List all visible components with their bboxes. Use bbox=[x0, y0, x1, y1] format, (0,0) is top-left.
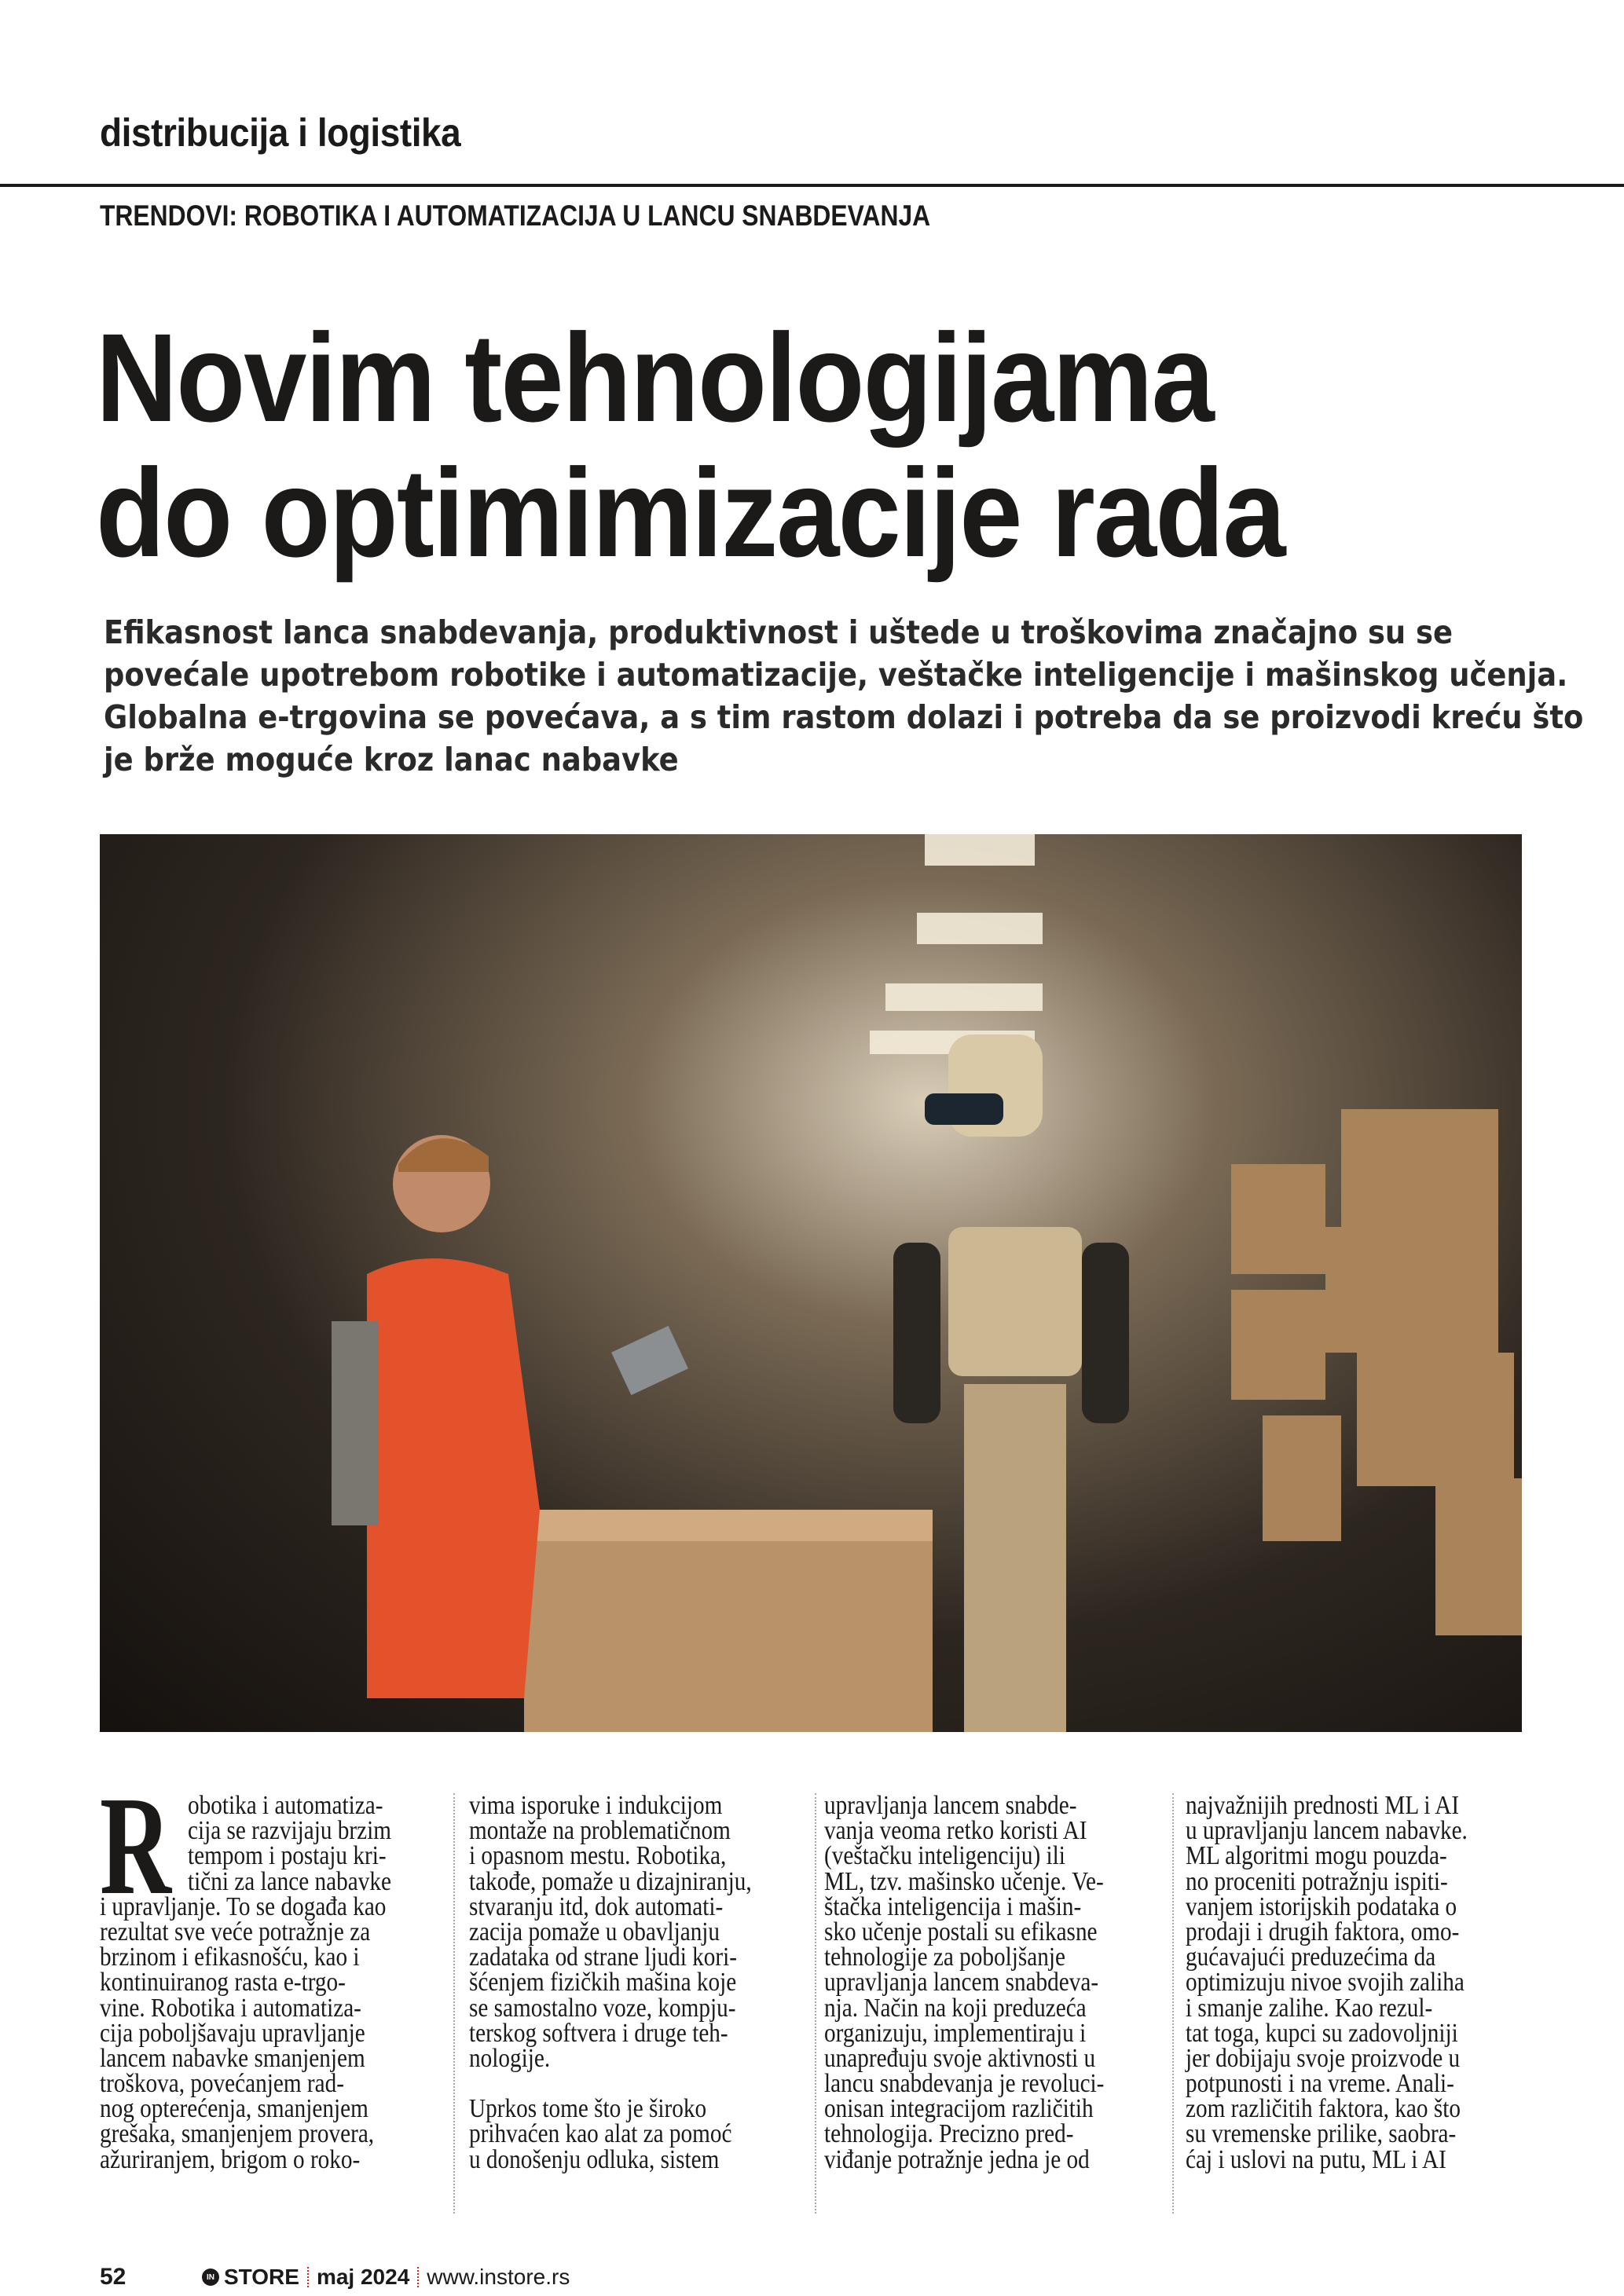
body-line: upravljanja lancem snabde- bbox=[824, 1791, 1077, 1820]
body-line: i smanje zalihe. Kao rezul- bbox=[1186, 1993, 1433, 2023]
body-line: tehnologija. Precizno pred- bbox=[824, 2119, 1074, 2149]
body-line: kontinuiranog rasta e-trgo- bbox=[100, 1968, 346, 1998]
website-link[interactable]: www.instore.rs bbox=[427, 2265, 570, 2289]
kicker: TRENDOVI: ROBOTIKA I AUTOMATIZACIJA U LANCU SNABDEVANJA bbox=[100, 200, 931, 232]
body-line: najvažnijih prednosti ML i AI bbox=[1186, 1791, 1460, 1820]
headline-line: do optimimizacije rada bbox=[96, 442, 1285, 583]
body-line: i opasnom mestu. Robotika, bbox=[469, 1841, 727, 1871]
body-line: tat toga, kupci su zadovoljniji bbox=[1186, 2018, 1458, 2048]
page-number: 52 bbox=[100, 2264, 126, 2290]
body-line: prihvaćen kao alat za pomoć bbox=[469, 2119, 732, 2149]
body-line: stvaranju itd, dok automati- bbox=[469, 1891, 724, 1921]
body-line: nog opterećenja, smanjenjem bbox=[100, 2094, 368, 2124]
body-line: grešaka, smanjenjem provera, bbox=[100, 2119, 375, 2149]
body-line: u donošenju odluka, sistem bbox=[469, 2144, 720, 2174]
body-line: prodaji i drugih faktora, omo- bbox=[1186, 1917, 1460, 1946]
body-line: nologije. bbox=[469, 2043, 551, 2073]
body-line: i upravljanje. To se događa kao bbox=[100, 1891, 387, 1921]
body-column-1 bbox=[100, 1793, 438, 2173]
article-photo-robot-warehouse bbox=[100, 834, 1522, 1732]
body-line: optimizuju nivoe svojih zaliha bbox=[1186, 1968, 1465, 1998]
body-line: obotika i automatiza- bbox=[188, 1791, 383, 1820]
body-column-2 bbox=[469, 1793, 807, 2173]
body-line: potpunosti i na vreme. Anali- bbox=[1186, 2069, 1454, 2099]
body-line: u upravljanju lancem nabavke. bbox=[1186, 1816, 1468, 1846]
body-line: zadataka od strane ljudi kori- bbox=[469, 1943, 738, 1972]
body-line: gućavajući preduzećima da bbox=[1186, 1943, 1436, 1972]
body-line: tični za lance nabavke bbox=[188, 1866, 391, 1896]
body-line: ML, tzv. mašinsko učenje. Ve- bbox=[824, 1866, 1104, 1896]
body-line: vanjem istorijskih podataka o bbox=[1186, 1891, 1457, 1921]
body-line: sko učenje postali su efikasne bbox=[824, 1917, 1098, 1946]
headline bbox=[96, 307, 1285, 583]
page-footer bbox=[100, 2264, 570, 2291]
body-line: vine. Robotika i automatiza- bbox=[100, 1993, 361, 2023]
footer-divider bbox=[307, 2267, 309, 2287]
lead-line: Globalna e-trgovina se povećava, a s tim rastom dolazi i potreba da se proizvodi kreću što bbox=[104, 698, 1584, 736]
body-line: se samostalno voze, kompju- bbox=[469, 1993, 736, 2023]
body-line: zacija pomaže u obavljanju bbox=[469, 1917, 720, 1946]
lead-paragraph bbox=[104, 611, 1584, 781]
body-line: (veštačku inteligenciju) ili bbox=[824, 1841, 1065, 1871]
body-column-4 bbox=[1186, 1793, 1523, 2173]
column-divider bbox=[815, 1793, 816, 2214]
body-line: štačka inteligencija i mašin- bbox=[824, 1891, 1082, 1921]
body-line: nja. Način na koji preduzeća bbox=[824, 1993, 1087, 2023]
body-line: su vremenske prilike, saobra- bbox=[1186, 2119, 1457, 2149]
body-line: ćaj i uslovi na putu, ML i AI bbox=[1186, 2144, 1446, 2174]
body-line: troškova, povećanjem rad- bbox=[100, 2069, 344, 2099]
body-line: vima isporuke i indukcijom bbox=[469, 1791, 723, 1820]
body-line: organizuju, implementiraju i bbox=[824, 2018, 1087, 2048]
body-line: takođe, pomaže u dizajniranju, bbox=[469, 1866, 752, 1896]
lead-line: povećale upotrebom robotike i automatizacije, veštačke inteligencije i mašinskog učenja. bbox=[104, 656, 1568, 694]
body-line: no proceniti potražnju ispiti- bbox=[1186, 1866, 1448, 1896]
body-line: cija poboljšavaju upravljanje bbox=[100, 2018, 365, 2048]
body-line: unapređuju svoje aktivnosti u bbox=[824, 2043, 1096, 2073]
instore-logo-icon: IN bbox=[202, 2269, 219, 2286]
body-line: zom različitih faktora, kao što bbox=[1186, 2094, 1461, 2124]
body-line: rezultat sve veće potražnje za bbox=[100, 1917, 371, 1946]
body-line: šćenjem fizičkih mašina koje bbox=[469, 1968, 737, 1998]
body-line: terskog softvera i druge teh- bbox=[469, 2018, 728, 2048]
body-line: onisan integracijom različitih bbox=[824, 2094, 1094, 2124]
body-line: cija se razvijaju brzim bbox=[188, 1816, 391, 1846]
section-label: distribucija i logistika bbox=[100, 111, 461, 155]
body-line: lancu snabdevanja je revoluci- bbox=[824, 2069, 1105, 2099]
body-line: tempom i postaju kri- bbox=[188, 1841, 387, 1871]
body-column-3 bbox=[824, 1793, 1162, 2173]
body-line bbox=[469, 2071, 760, 2096]
body-line: ažuriranjem, brigom o roko- bbox=[100, 2144, 361, 2174]
body-line: vanja veoma retko koristi AI bbox=[824, 1816, 1087, 1846]
body-line: upravljanja lancem snabdeva- bbox=[824, 1968, 1099, 1998]
drop-cap: R bbox=[100, 1767, 171, 1924]
body-line: Uprkos tome što je široko bbox=[469, 2094, 707, 2124]
article-body bbox=[100, 1767, 1523, 2217]
headline-line: Novim tehnologijama bbox=[96, 307, 1213, 448]
lead-line: je brže moguće kroz lanac nabavke bbox=[104, 741, 679, 778]
body-line: montaže na problematičnom bbox=[469, 1816, 731, 1846]
body-line: jer dobijaju svoje proizvode u bbox=[1186, 2043, 1461, 2073]
body-line: brzinom i efikasnošću, kao i bbox=[100, 1943, 360, 1972]
column-divider bbox=[1172, 1793, 1174, 2214]
column-divider bbox=[453, 1793, 455, 2214]
body-line: tehnologije za poboljšanje bbox=[824, 1943, 1065, 1972]
body-line: viđanje potražnje jedna je od bbox=[824, 2144, 1090, 2174]
body-line: lancem nabavke smanjenjem bbox=[100, 2043, 365, 2073]
issue-date: maj 2024 bbox=[316, 2265, 410, 2289]
body-line: ML algoritmi mogu pouzda- bbox=[1186, 1841, 1447, 1871]
lead-line: Efikasnost lanca snabdevanja, produktivnost i uštede u troškovima značajno su se bbox=[104, 613, 1454, 651]
magazine-logo: STORE bbox=[224, 2265, 299, 2289]
footer-divider bbox=[417, 2267, 419, 2287]
header-rule bbox=[0, 184, 1624, 187]
